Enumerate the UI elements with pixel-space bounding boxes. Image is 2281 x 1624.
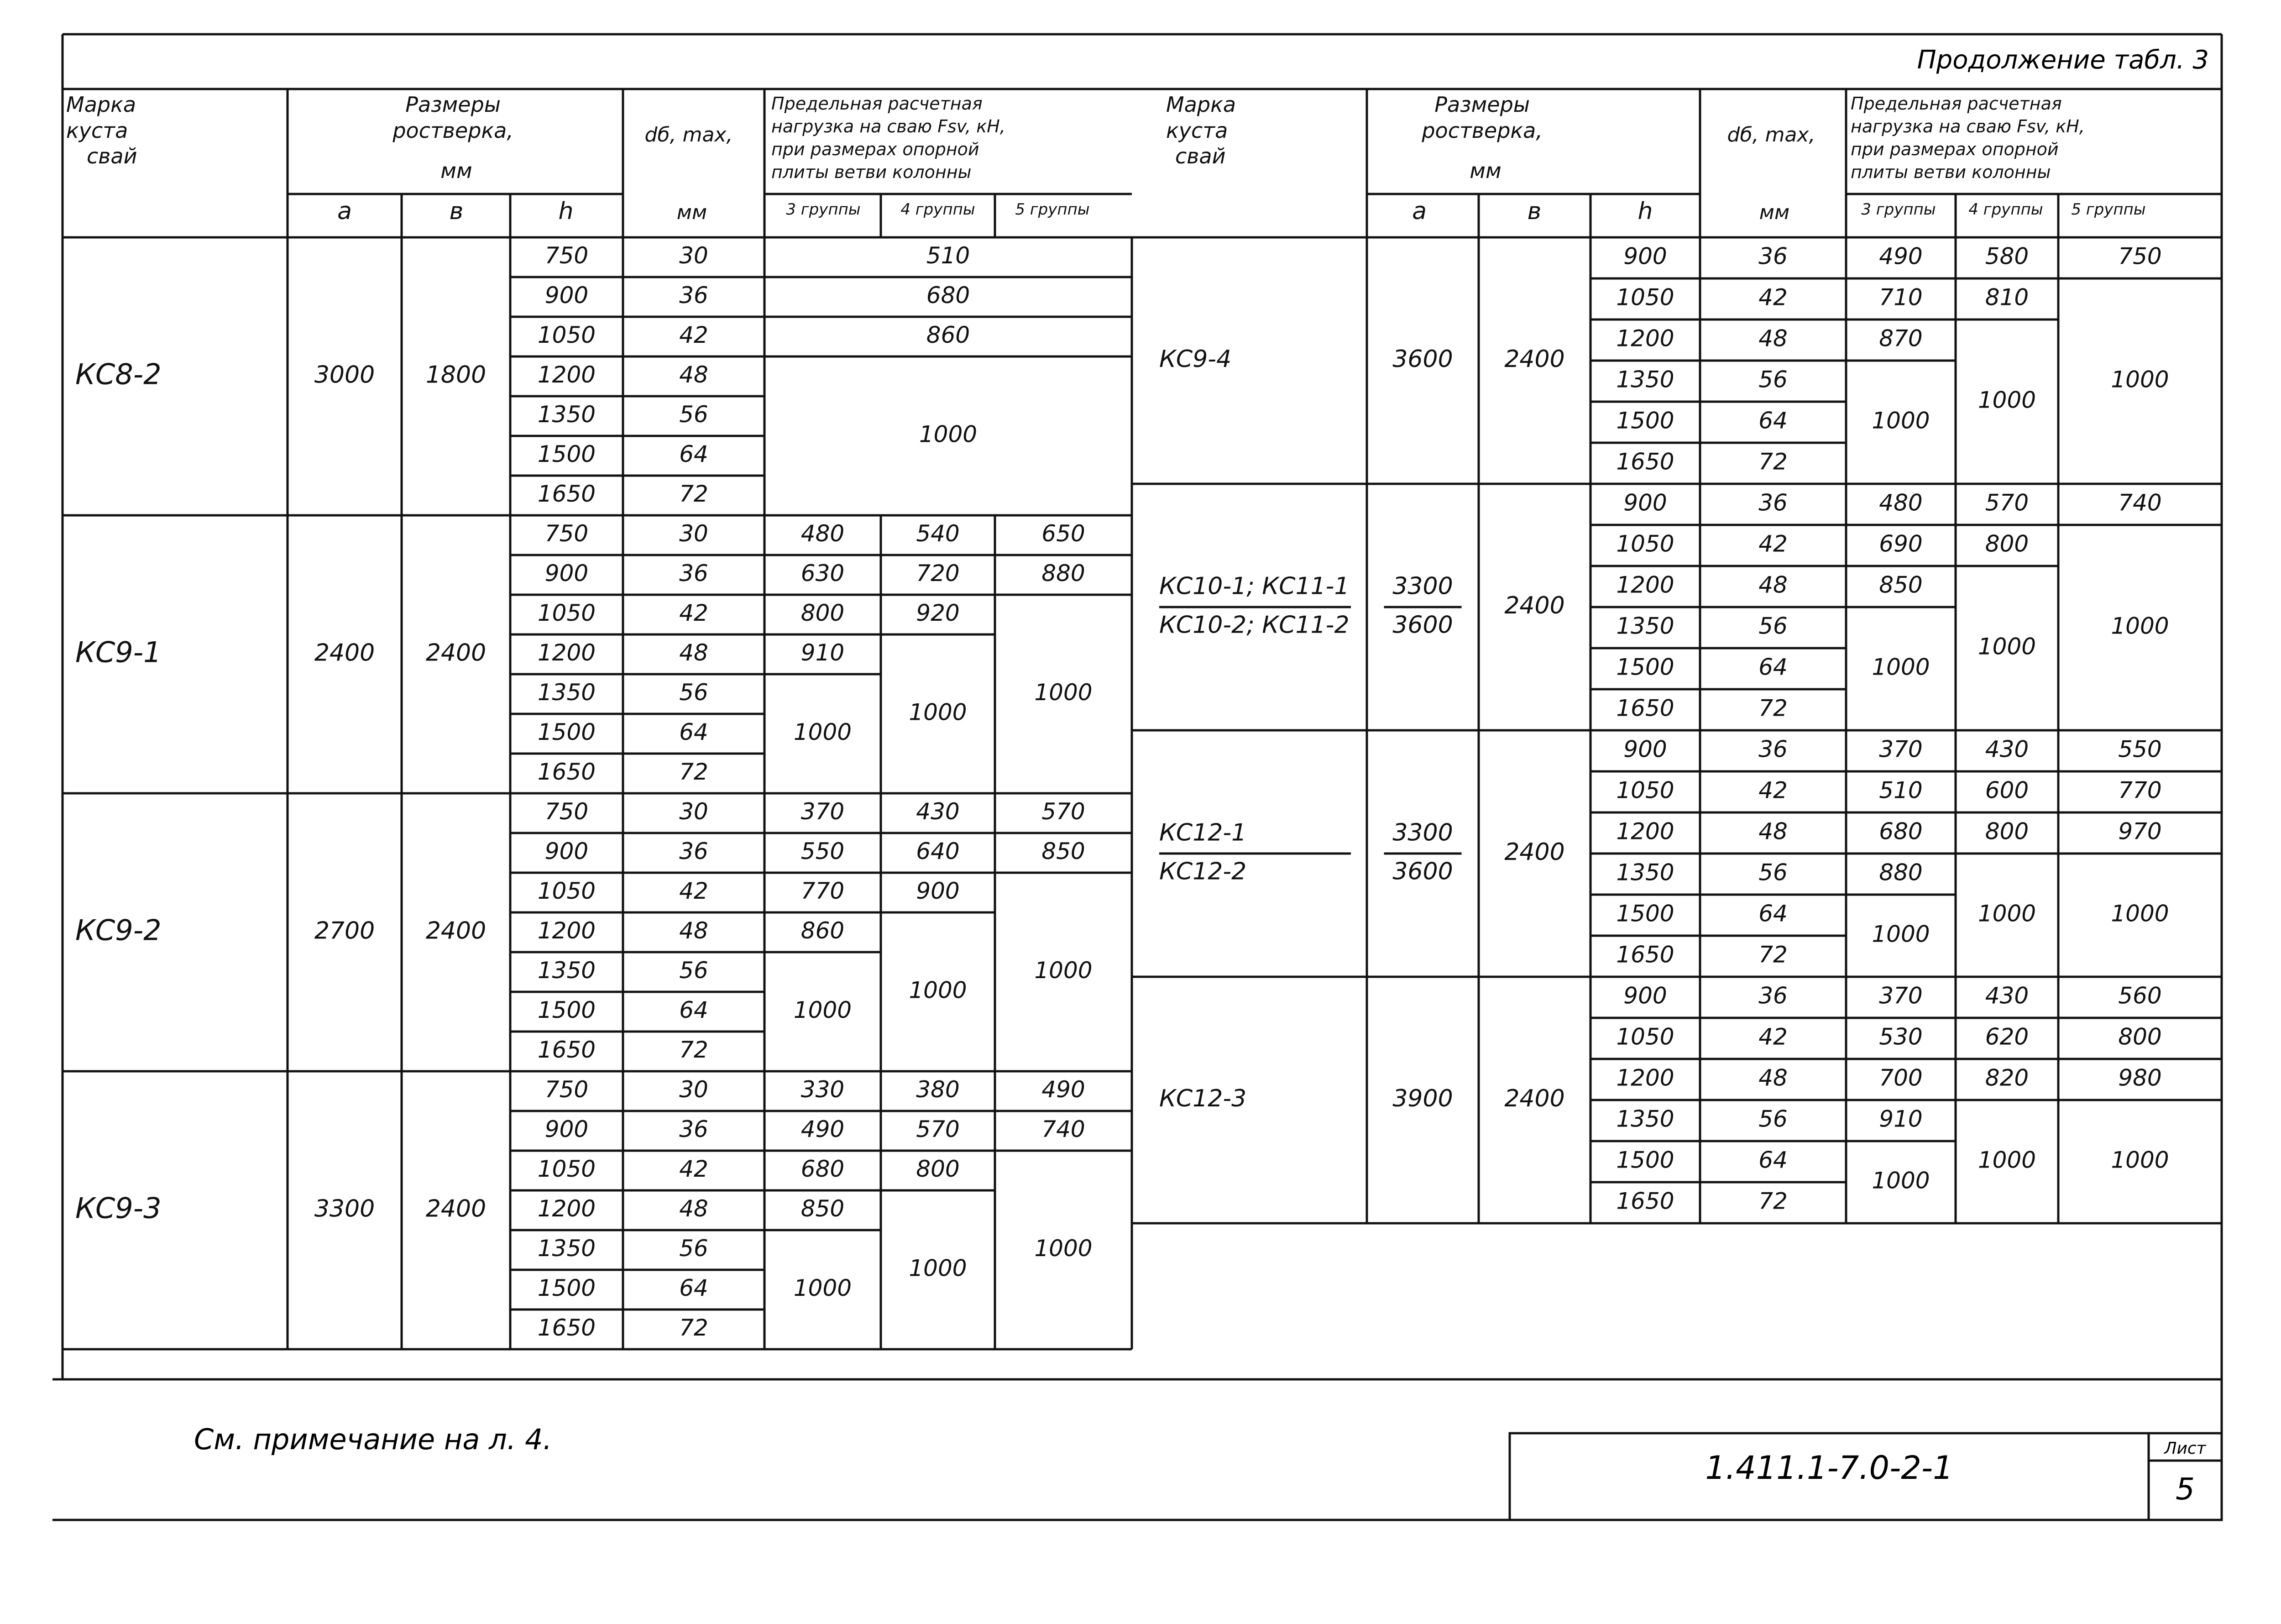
right-load-header (1851, 94, 2090, 182)
right-brand-header-line-2: куста (1166, 118, 1228, 143)
load-value: 1000 (1872, 407, 1930, 434)
title-block (1510, 1433, 2222, 1520)
grillage-height-h: 1350 (1616, 1105, 1674, 1132)
load-value: 770 (2118, 777, 2162, 804)
load-value: 530 (1879, 1023, 1923, 1050)
right-grillage-header-line-3: мм (1470, 158, 1501, 183)
grillage-dimension-b: 2400 (1504, 592, 1565, 619)
anchor-diameter-d: 30 (679, 1076, 708, 1103)
anchor-diameter-d: 56 (679, 679, 708, 706)
left-group-4-header: 4 группы (900, 200, 975, 219)
grillage-height-h: 1200 (537, 361, 596, 388)
pile-cluster-brand: КС10-2; КС11-2 (1159, 611, 1350, 639)
load-value: 1000 (1978, 1147, 2036, 1173)
anchor-diameter-d: 30 (679, 242, 708, 269)
anchor-diameter-d: 42 (1758, 530, 1788, 557)
load-value: 550 (800, 838, 845, 864)
anchor-diameter-d: 36 (1758, 243, 1788, 270)
left-col-b-header: в (449, 198, 464, 225)
load-value: 680 (800, 1156, 845, 1182)
right-col-a-header: a (1412, 198, 1427, 225)
anchor-diameter-d: 36 (679, 282, 708, 309)
anchor-diameter-d: 48 (679, 917, 708, 944)
grillage-dimension-a: 3600 (1392, 346, 1453, 373)
load-value: 680 (926, 282, 970, 309)
load-value: 490 (1041, 1076, 1085, 1103)
load-value: 1000 (793, 1275, 852, 1301)
document-code: 1.411.1-7.0-2-1 (1705, 1449, 1953, 1487)
right-load-header-line-3: при размерах опорной (1851, 139, 2059, 159)
anchor-diameter-d: 36 (679, 560, 708, 587)
grillage-height-h: 900 (544, 1116, 589, 1142)
load-value: 1000 (909, 1255, 967, 1282)
left-load-header-line-4: плиты ветви колонны (771, 162, 972, 182)
load-value: 1000 (1978, 387, 2036, 414)
load-value: 900 (916, 878, 960, 904)
grillage-height-h: 1050 (1616, 284, 1674, 311)
load-value: 800 (800, 600, 845, 626)
load-value: 510 (1879, 777, 1923, 804)
grillage-height-h: 1650 (537, 759, 596, 785)
grillage-height-h: 1200 (1616, 571, 1674, 598)
load-value: 820 (1985, 1064, 2029, 1091)
footnote-text: См. примечание на л. 4. (194, 1423, 552, 1456)
grillage-height-h: 900 (1623, 489, 1667, 516)
grillage-height-h: 900 (1623, 736, 1667, 763)
grillage-height-h: 900 (544, 838, 589, 864)
grillage-height-h: 1650 (1616, 941, 1674, 968)
anchor-diameter-d: 72 (679, 759, 708, 785)
load-value: 1000 (2111, 613, 2169, 639)
grillage-height-h: 750 (544, 242, 589, 269)
load-value: 490 (1879, 243, 1923, 270)
grillage-dimension-a: 3600 (1392, 858, 1453, 885)
load-value: 860 (926, 322, 970, 348)
anchor-diameter-d: 64 (1758, 1147, 1788, 1173)
pile-cluster-brand: КС9-3 (75, 1191, 162, 1225)
load-value: 850 (1041, 838, 1085, 864)
table-headers (66, 92, 2146, 225)
anchor-diameter-d: 56 (679, 957, 708, 984)
anchor-diameter-d: 72 (1758, 448, 1788, 475)
load-value: 1000 (1872, 1167, 1930, 1194)
left-brand-header-line-3: свай (87, 144, 137, 168)
load-value: 1000 (1872, 654, 1930, 681)
anchor-diameter-d: 36 (1758, 982, 1788, 1009)
grillage-height-h: 1500 (537, 441, 596, 467)
load-value: 800 (1985, 818, 2029, 845)
anchor-diameter-d: 48 (679, 639, 708, 666)
left-group-3-header: 3 группы (786, 200, 861, 219)
grillage-height-h: 1350 (537, 401, 596, 428)
grillage-height-h: 750 (544, 520, 589, 547)
grillage-dimension-a: 3300 (1392, 572, 1453, 600)
anchor-diameter-d: 42 (679, 1156, 708, 1182)
right-load-header-line-1: Предельная расчетная (1851, 94, 2062, 114)
anchor-diameter-d: 64 (679, 1275, 708, 1301)
right-col-b-header: в (1527, 198, 1542, 225)
load-value: 650 (1041, 520, 1085, 547)
grillage-height-h: 1350 (1616, 366, 1674, 393)
anchor-diameter-d: 36 (679, 1116, 708, 1142)
left-d-header-line-1: dб, max, (644, 123, 733, 147)
anchor-diameter-d: 72 (1758, 941, 1788, 968)
grillage-height-h: 750 (544, 1076, 589, 1103)
table-caption: Продолжение табл. 3 (1917, 45, 2209, 75)
anchor-diameter-d: 36 (679, 838, 708, 864)
grillage-height-h: 1200 (537, 917, 596, 944)
grillage-height-h: 1200 (1616, 818, 1674, 845)
grillage-height-h: 1350 (537, 957, 596, 984)
left-load-header-line-1: Предельная расчетная (771, 94, 983, 114)
load-value: 750 (2118, 243, 2162, 270)
pile-cluster-brand: КС12-3 (1159, 1085, 1247, 1112)
grillage-height-h: 1200 (537, 639, 596, 666)
anchor-diameter-d: 48 (679, 361, 708, 388)
load-value: 810 (1985, 284, 2029, 311)
load-value: 850 (1879, 571, 1923, 598)
grillage-height-h: 1200 (1616, 325, 1674, 352)
anchor-diameter-d: 42 (1758, 777, 1788, 804)
anchor-diameter-d: 64 (679, 997, 708, 1023)
anchor-diameter-d: 64 (679, 441, 708, 467)
anchor-diameter-d: 64 (1758, 654, 1788, 681)
anchor-diameter-d: 36 (1758, 489, 1788, 516)
left-brand-header-line-2: куста (66, 118, 128, 143)
load-value: 1000 (1978, 900, 2036, 927)
right-grillage-header-line-2: ростверка, (1422, 118, 1543, 143)
load-value: 430 (916, 798, 960, 825)
anchor-diameter-d: 64 (1758, 900, 1788, 927)
anchor-diameter-d: 56 (679, 1235, 708, 1262)
grillage-height-h: 1650 (537, 1037, 596, 1063)
grillage-dimension-b: 1800 (425, 361, 487, 389)
grillage-dimension-b: 2400 (425, 1195, 487, 1223)
grillage-dimension-b: 2400 (425, 917, 487, 945)
anchor-diameter-d: 30 (679, 798, 708, 825)
load-value: 370 (1879, 736, 1923, 763)
load-value: 630 (800, 560, 845, 587)
right-brand-header (1166, 92, 1243, 168)
grillage-dimension-b: 2400 (1504, 1085, 1565, 1112)
load-value: 430 (1985, 982, 2029, 1009)
grillage-height-h: 1050 (1616, 530, 1674, 557)
load-value: 700 (1879, 1064, 1923, 1091)
grillage-height-h: 1200 (537, 1195, 596, 1222)
grillage-height-h: 1050 (537, 1156, 596, 1182)
load-value: 870 (1879, 325, 1923, 352)
grillage-dimension-b: 2400 (1504, 838, 1565, 866)
grillage-height-h: 1500 (537, 1275, 596, 1301)
left-d-header (645, 123, 739, 224)
pile-cluster-brand: КС12-2 (1159, 858, 1247, 885)
load-value: 570 (1041, 798, 1085, 825)
left-load-header-line-2: нагрузка на сваю Fsv, кН, (771, 116, 1005, 136)
load-value: 540 (916, 520, 960, 547)
load-value: 640 (916, 838, 960, 864)
left-d-header-line-2: мм (676, 201, 707, 224)
anchor-diameter-d: 56 (1758, 613, 1788, 639)
grillage-height-h: 1200 (1616, 1064, 1674, 1091)
anchor-diameter-d: 30 (679, 520, 708, 547)
load-value: 380 (916, 1076, 960, 1103)
load-value: 1000 (1034, 679, 1093, 706)
grillage-dimension-a: 3300 (1392, 819, 1453, 847)
right-col-h-header: h (1638, 198, 1653, 225)
grillage-height-h: 1650 (1616, 448, 1674, 475)
load-value: 920 (916, 600, 960, 626)
pile-cluster-brand: КС9-4 (1159, 346, 1232, 373)
pile-cluster-brand: КС8-2 (75, 357, 162, 391)
load-value: 430 (1985, 736, 2029, 763)
grillage-height-h: 1500 (537, 719, 596, 745)
anchor-diameter-d: 36 (1758, 736, 1788, 763)
load-value: 1000 (909, 977, 967, 1004)
left-group-5-header: 5 группы (1015, 200, 1090, 219)
grillage-dimension-a: 2700 (314, 917, 375, 945)
grillage-height-h: 1350 (537, 679, 596, 706)
load-value: 480 (1879, 489, 1923, 516)
anchor-diameter-d: 56 (1758, 859, 1788, 886)
load-value: 1000 (1872, 921, 1930, 948)
grillage-height-h: 900 (1623, 243, 1667, 270)
anchor-diameter-d: 72 (679, 1315, 708, 1341)
grillage-height-h: 1050 (537, 322, 596, 348)
grillage-height-h: 1650 (1616, 695, 1674, 722)
load-value: 910 (1879, 1105, 1923, 1132)
right-d-header-line-1: dб, max, (1727, 123, 1815, 147)
load-value: 1000 (919, 421, 978, 448)
anchor-diameter-d: 42 (679, 600, 708, 626)
right-group-4-header: 4 группы (1968, 200, 2043, 219)
anchor-diameter-d: 48 (1758, 1064, 1788, 1091)
load-value: 720 (916, 560, 960, 587)
right-grillage-header (1421, 92, 1549, 183)
left-grillage-header-line-3: мм (440, 158, 472, 183)
left-col-a-header: a (337, 198, 352, 225)
anchor-diameter-d: 64 (1758, 407, 1788, 434)
load-value: 1000 (2111, 900, 2169, 927)
right-load-header-line-2: нагрузка на сваю Fsv, кН, (1851, 116, 2085, 136)
right-brand-header-line-1: Марка (1166, 92, 1236, 117)
grillage-height-h: 1650 (537, 481, 596, 507)
grillage-height-h: 1500 (1616, 407, 1674, 434)
anchor-diameter-d: 72 (679, 1037, 708, 1063)
load-value: 680 (1879, 818, 1923, 845)
grillage-height-h: 1350 (1616, 859, 1674, 886)
grillage-height-h: 1500 (1616, 654, 1674, 681)
anchor-diameter-d: 48 (679, 1195, 708, 1222)
pile-cluster-brand: КС10-1; КС11-1 (1159, 572, 1350, 600)
load-value: 570 (916, 1116, 960, 1142)
anchor-diameter-d: 42 (679, 322, 708, 348)
load-value: 370 (800, 798, 845, 825)
load-value: 910 (800, 639, 845, 666)
load-value: 710 (1879, 284, 1923, 311)
load-value: 800 (2118, 1023, 2162, 1050)
grillage-height-h: 1350 (537, 1235, 596, 1262)
load-value: 970 (2118, 818, 2162, 845)
right-group-5-header: 5 группы (2071, 200, 2146, 219)
load-value: 370 (1879, 982, 1923, 1009)
sheet-number: 5 (2176, 1472, 2195, 1507)
load-value: 740 (2118, 489, 2162, 516)
grillage-height-h: 1050 (1616, 777, 1674, 804)
pile-cluster-brand: КС9-2 (75, 913, 162, 947)
left-load-header (771, 94, 1011, 182)
pile-cluster-brand: КС9-1 (75, 635, 162, 669)
load-value: 740 (1041, 1116, 1085, 1142)
grillage-height-h: 1050 (537, 878, 596, 904)
grillage-height-h: 900 (1623, 982, 1667, 1009)
load-value: 980 (2118, 1064, 2162, 1091)
grillage-height-h: 1050 (537, 600, 596, 626)
sheet-label: Лист (2164, 1439, 2206, 1458)
load-value: 1000 (1034, 1235, 1093, 1262)
grillage-height-h: 900 (544, 282, 589, 309)
grillage-height-h: 1650 (1616, 1188, 1674, 1215)
grillage-dimension-b: 2400 (425, 639, 487, 667)
anchor-diameter-d: 64 (679, 719, 708, 745)
anchor-diameter-d: 48 (1758, 818, 1788, 845)
anchor-diameter-d: 42 (1758, 284, 1788, 311)
load-value: 490 (800, 1116, 845, 1142)
anchor-diameter-d: 72 (1758, 695, 1788, 722)
grillage-height-h: 1500 (1616, 1147, 1674, 1173)
anchor-diameter-d: 42 (1758, 1023, 1788, 1050)
load-value: 570 (1985, 489, 2029, 516)
right-group-3-header: 3 группы (1861, 200, 1936, 219)
load-value: 1000 (909, 699, 967, 726)
load-value: 880 (1879, 859, 1923, 886)
load-value: 1000 (793, 719, 852, 745)
anchor-diameter-d: 48 (1758, 325, 1788, 352)
right-load-header-line-4: плиты ветви колонны (1851, 162, 2051, 182)
load-value: 330 (800, 1076, 845, 1103)
anchor-diameter-d: 42 (679, 878, 708, 904)
load-value: 800 (1985, 530, 2029, 557)
load-value: 1000 (2111, 366, 2169, 393)
load-value: 690 (1879, 530, 1923, 557)
grillage-dimension-a: 3300 (314, 1195, 375, 1223)
anchor-diameter-d: 56 (1758, 1105, 1788, 1132)
anchor-diameter-d: 56 (679, 401, 708, 428)
right-brand-header-line-3: свай (1175, 144, 1226, 168)
grillage-height-h: 900 (544, 560, 589, 587)
left-grillage-header-line-1: Размеры (405, 92, 501, 117)
right-d-header-line-2: мм (1759, 201, 1790, 224)
load-value: 1000 (793, 997, 852, 1023)
grillage-height-h: 1050 (1616, 1023, 1674, 1050)
grillage-height-h: 750 (544, 798, 589, 825)
anchor-diameter-d: 48 (1758, 571, 1788, 598)
grillage-dimension-a: 2400 (314, 639, 375, 667)
load-value: 1000 (1034, 957, 1093, 984)
load-value: 560 (2118, 982, 2162, 1009)
grillage-height-h: 1650 (537, 1315, 596, 1341)
left-brand-header-line-1: Марка (66, 92, 136, 117)
pile-cluster-brand: КС12-1 (1159, 819, 1247, 847)
table-body (75, 242, 2169, 1341)
anchor-diameter-d: 72 (1758, 1188, 1788, 1215)
load-value: 770 (800, 878, 845, 904)
load-value: 620 (1985, 1023, 2029, 1050)
load-value: 1000 (2111, 1147, 2169, 1173)
grillage-dimension-a: 3600 (1392, 611, 1453, 639)
anchor-diameter-d: 56 (1758, 366, 1788, 393)
grillage-height-h: 1500 (1616, 900, 1674, 927)
load-value: 600 (1985, 777, 2029, 804)
load-value: 880 (1041, 560, 1085, 587)
left-grillage-header (392, 92, 520, 183)
anchor-diameter-d: 72 (679, 481, 708, 507)
load-value: 550 (2118, 736, 2162, 763)
grillage-dimension-b: 2400 (1504, 346, 1565, 373)
load-value: 860 (800, 917, 845, 944)
load-value: 850 (800, 1195, 845, 1222)
grillage-dimension-a: 3900 (1392, 1085, 1453, 1112)
right-d-header (1727, 123, 1822, 224)
left-grillage-header-line-2: ростверка, (392, 118, 514, 143)
left-col-h-header: h (558, 198, 574, 225)
load-value: 480 (800, 520, 845, 547)
right-grillage-header-line-1: Размеры (1434, 92, 1530, 117)
load-value: 580 (1985, 243, 2029, 270)
grillage-height-h: 1500 (537, 997, 596, 1023)
load-value: 800 (916, 1156, 960, 1182)
grillage-height-h: 1350 (1616, 613, 1674, 639)
grillage-dimension-a: 3000 (314, 361, 375, 389)
load-value: 1000 (1978, 633, 2036, 660)
left-load-header-line-3: при размерах опорной (771, 139, 979, 159)
left-brand-header (66, 92, 143, 168)
load-value: 510 (926, 242, 970, 269)
